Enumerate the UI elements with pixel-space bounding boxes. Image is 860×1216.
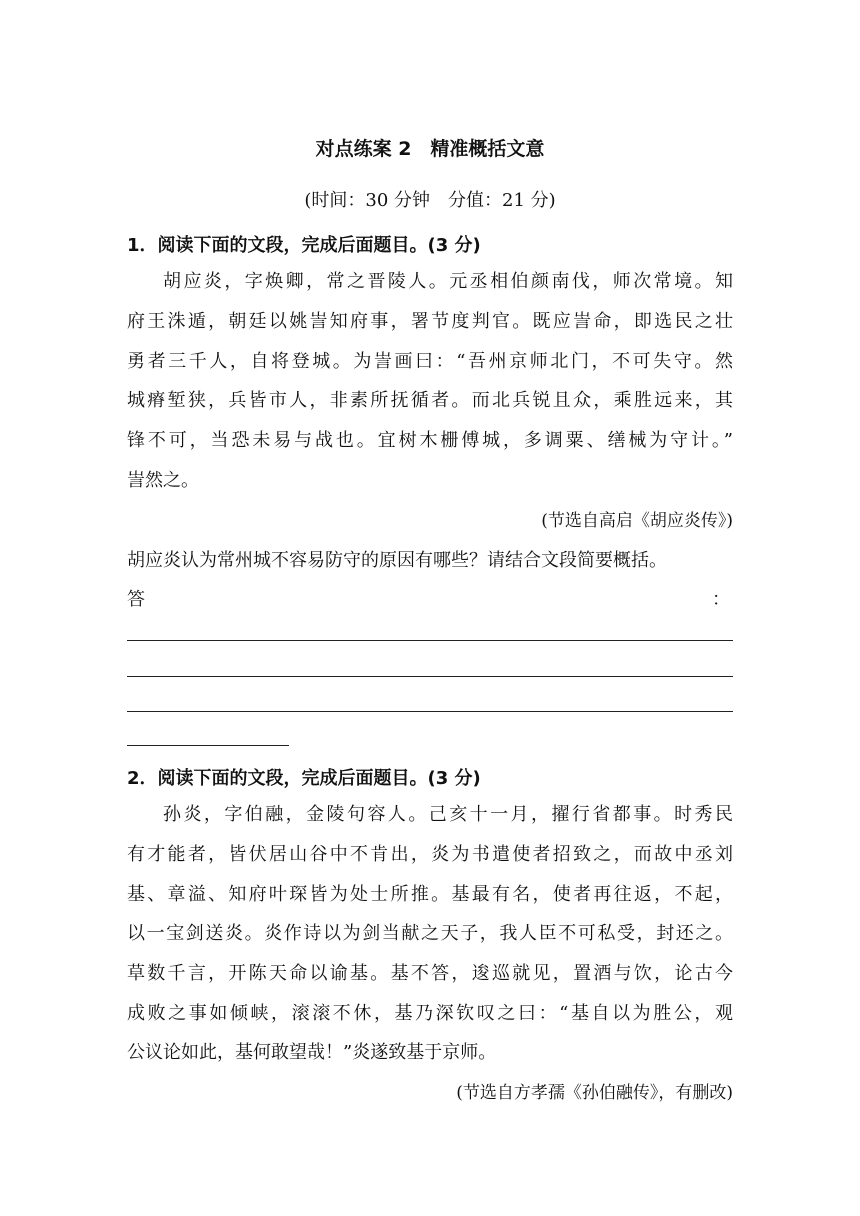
passage-1-line: 胡应炎，字焕卿，常之晋陵人。元丞相伯颜南伐，师次常境。知	[163, 271, 733, 292]
passage-2-line: 有才能者，皆伏居山谷中不肯出，炎为书遣使者招致之，而故中丞刘	[127, 844, 733, 865]
question-1-heading: 1．阅读下面的文段，完成后面题目。(3 分)	[127, 235, 481, 256]
answer-line[interactable]	[127, 676, 733, 677]
passage-2-line: 孙炎，字伯融，金陵句容人。己亥十一月，擢行省都事。时秀民	[163, 804, 733, 825]
passage-1-line: 府王洙遁，朝廷以姚訔知府事，署节度判官。既应訔命，即选民之壮	[127, 311, 733, 332]
answer-label: 答	[127, 589, 145, 610]
answer-line[interactable]	[127, 640, 733, 641]
answer-line[interactable]	[127, 711, 733, 712]
page-title: 对点练案 2 精准概括文意	[315, 138, 545, 160]
passage-1-source: (节选自高启《胡应炎传》)	[541, 511, 733, 531]
passage-2-line: 成败之事如倾峡，滚滚不休，基乃深钦叹之曰：“基自以为胜公，观	[127, 1003, 733, 1024]
passage-1-line: 勇者三千人，自将登城。为訔画曰：“吾州京师北门，不可失守。然	[127, 351, 733, 372]
time-score-info: (时间：30 分钟 分值：21 分)	[304, 190, 556, 211]
passage-2-line: 公议论如此，基何敢望哉！”炎遂致基于京师。	[127, 1042, 497, 1063]
answer-line[interactable]	[127, 745, 289, 746]
passage-2-source: (节选自方孝孺《孙伯融传》，有删改)	[456, 1083, 733, 1103]
passage-1-line: 城瘠堑狭，兵皆市人，非素所抚循者。而北兵锐且众，乘胜远来，其	[127, 390, 733, 411]
question-1-prompt: 胡应炎认为常州城不容易防守的原因有哪些？请结合文段简要概括。	[127, 550, 667, 571]
passage-2-line: 基、章溢、知府叶琛皆为处士所推。基最有名，使者再往返，不起，	[127, 884, 733, 905]
question-2-heading: 2．阅读下面的文段，完成后面题目。(3 分)	[127, 768, 481, 789]
passage-2-line: 草数千言，开陈天命以谕基。基不答，逡巡就见，置酒与饮，论古今	[127, 963, 733, 984]
answer-colon: ：	[712, 589, 730, 610]
passage-1-line: 锋不可，当恐未易与战也。宜树木栅傅城，多调粟、缮械为守计。”	[127, 430, 733, 451]
passage-2-line: 以一宝剑送炎。炎作诗以为剑当献之天子，我人臣不可私受，封还之。	[127, 923, 733, 944]
passage-1-line: 訔然之。	[127, 470, 199, 491]
